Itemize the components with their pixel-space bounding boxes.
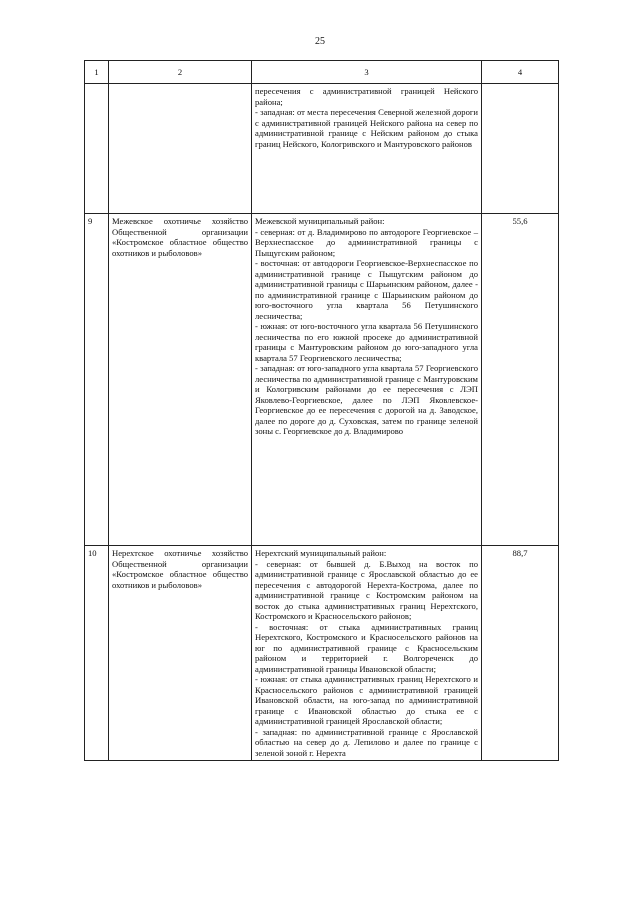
header-col-3: 3 — [252, 61, 482, 84]
area-cell: 88,7 — [482, 546, 559, 761]
organization-cell: Нерехтское охотничье хозяйство Общественной организации «Костромское областное общество охотников и рыболовов» — [109, 546, 252, 761]
table-row — [85, 546, 559, 761]
boundary-description — [252, 546, 482, 761]
table-row-continuation — [85, 84, 559, 214]
header-col-2: 2 — [109, 61, 252, 84]
boundary-line: - западная: от места пересечения Северной железной дороги с административной границей Нейского района на север по административной границе с Нейским районом до стыка границ Нейского, Кологривского и Мантуровского районов — [255, 107, 478, 149]
boundary-description — [252, 214, 482, 546]
boundary-description — [252, 84, 482, 214]
boundary-west: - западная: по административной границе с Ярославской областью на север до д. Лепилово и далее по границе с зеленой зоной г. Нерехта — [255, 726, 478, 758]
area-cell: 55,6 — [482, 214, 559, 546]
boundary-line: пересечения с административной границей Нейского района; — [255, 86, 478, 107]
row-number: 9 — [85, 214, 109, 546]
boundary-east: - восточная: от автодороги Георгиевское-Верхнеспасское по административной границе с Пыщугским районом до административной границы с Шарьинским районом, далее - по административной границе с Шарьинским районом до юго-восточного угла квартала 56 Петушинского лесничества; — [255, 258, 478, 321]
boundary-west: - западная: от юго-западного угла квартала 57 Георгиевского лесничества по административной границе с Мантуровским и Кологривским районами до ее пересечения с ЛЭП Яковлево-Георгиевское, далее по ЛЭП Яковлевское-Георгиевское до ее пересечения с дорогой на д. Заводское, далее по дороге до д. Суховская, затем по границе зеленой зоны с. Георгиевское до д. Владимирово — [255, 363, 478, 436]
district-heading: Нерехтский муниципальный район: — [255, 548, 387, 558]
header-col-1: 1 — [85, 61, 109, 84]
row-number — [85, 84, 109, 214]
table-header-row — [85, 61, 559, 84]
organization-cell: Межевское охотничье хозяйство Общественной организации «Костромское областное общество охотников и рыболовов» — [109, 214, 252, 546]
page-number: 25 — [315, 36, 325, 47]
district-heading: Межевской муниципальный район: — [255, 216, 385, 226]
organization-cell — [109, 84, 252, 214]
row-number: 10 — [85, 546, 109, 761]
boundary-south: - южная: от стыка административных границ Нерехтского и Красносельского районов с административной границей Ивановской области, на юго-запад по административной границе с Ивановской областью до стыка ее с административной границей Ярославской области; — [255, 674, 478, 726]
hunting-grounds-table — [84, 60, 559, 761]
area-cell — [482, 84, 559, 214]
boundary-north: - северная: от д. Владимирово по автодороге Георгиевское – Верхнеспасское до административной границы с Пыщугским районом; — [255, 226, 478, 258]
boundary-south: - южная: от юго-восточного угла квартала 56 Петушинского лесничества по его южной просеке до административной границы с Мантуровским районом до юго-западного угла квартала 57 Георгиевского лесничества; — [255, 321, 478, 363]
boundary-east: - восточная: от стыка административных границ Нерехтского, Костромского и Красносельского районов на юг по административной границе с Красносельским районом и территорией г. Волгореченск до административной границы Ивановской области; — [255, 621, 478, 674]
header-col-4: 4 — [482, 61, 559, 84]
boundary-north: - северная: от бывшей д. Б.Выход на восток по административной границе с Ярославской областью до ее пересечения с автодорогой Нерехта-Кострома, далее по административной границе с Костромским районом на восток до стыка административных границ Нерехтского, Костромского и Красносельского районов; — [255, 558, 478, 621]
table-row — [85, 214, 559, 546]
